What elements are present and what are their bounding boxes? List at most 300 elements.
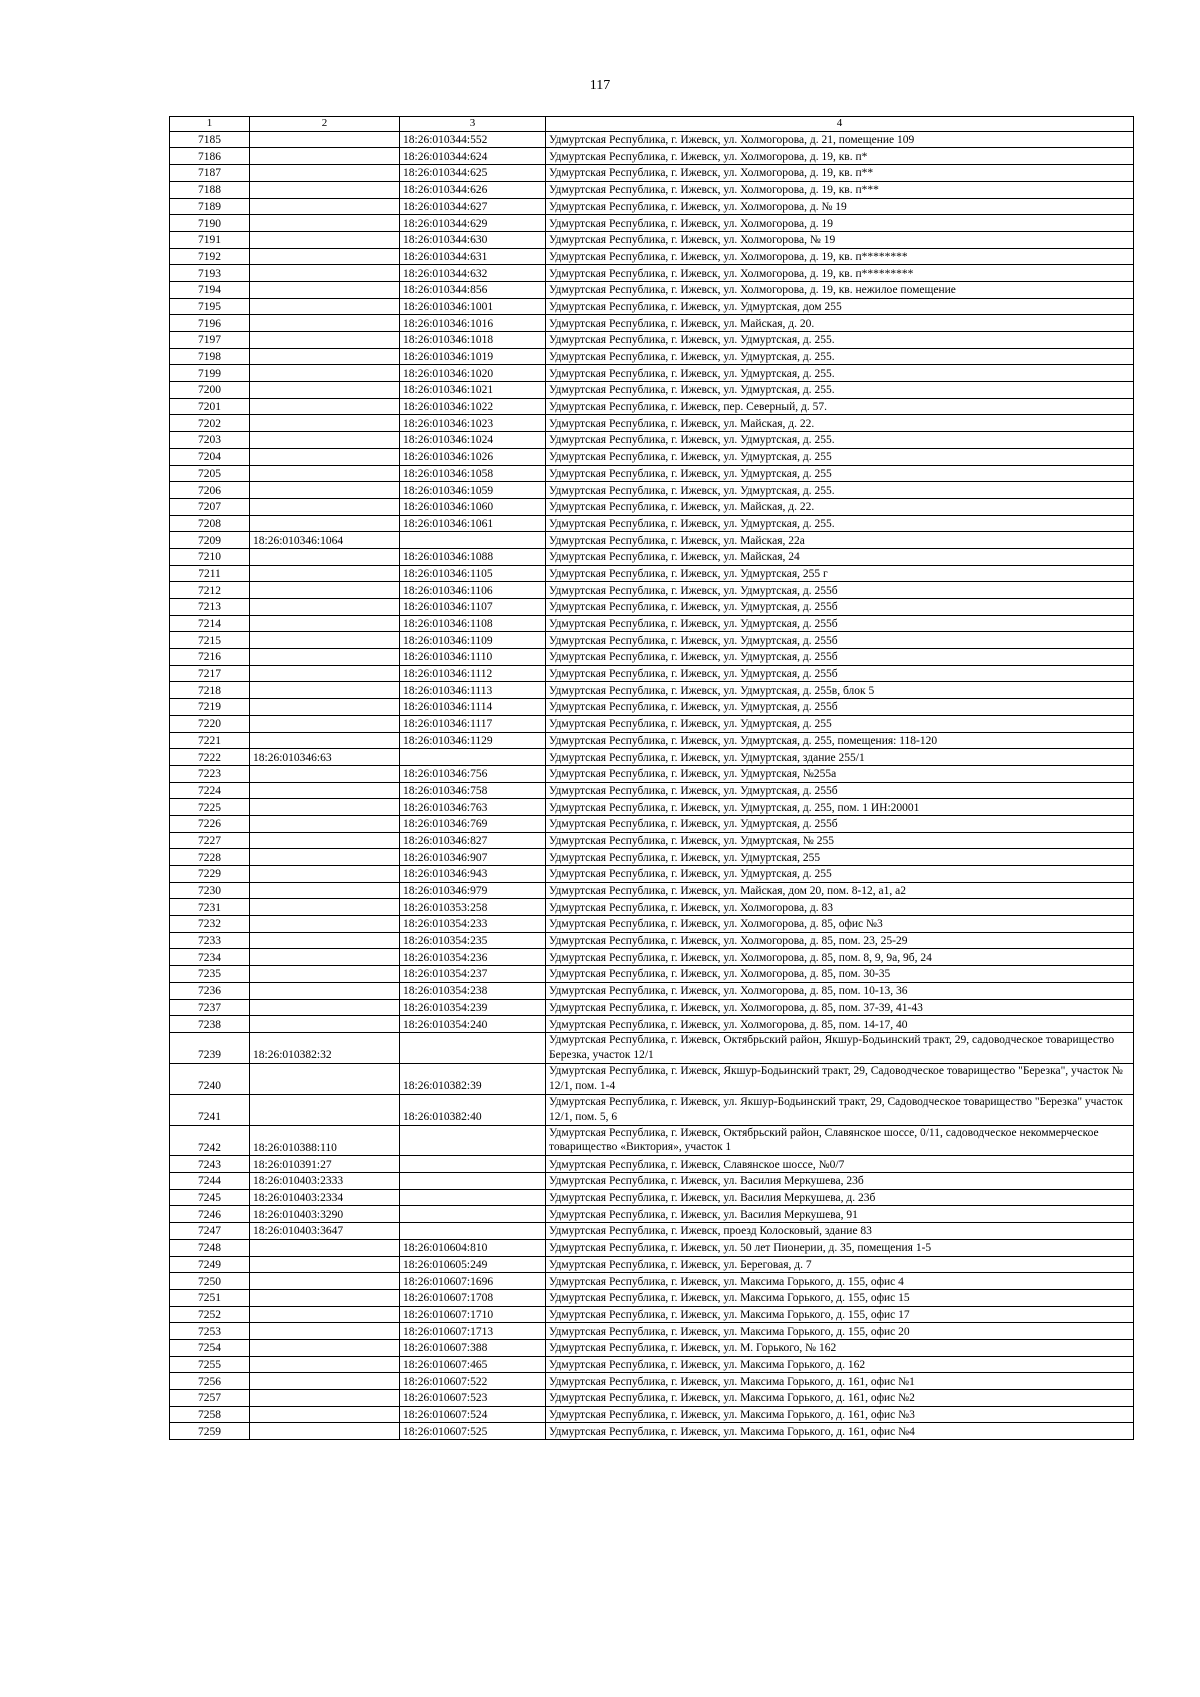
row-number-cell: 7228 [170, 849, 250, 866]
building-cadastral-number-cell: 18:26:010344:629 [400, 215, 546, 232]
land-cadastral-number-cell [250, 1373, 400, 1390]
table-row [170, 1206, 1134, 1223]
table-row [170, 966, 1134, 983]
building-cadastral-number-cell: 18:26:010607:523 [400, 1390, 546, 1407]
building-cadastral-number-cell: 18:26:010344:552 [400, 131, 546, 148]
table-row [170, 1239, 1134, 1256]
row-number-cell: 7247 [170, 1223, 250, 1240]
building-cadastral-number-cell [400, 532, 546, 549]
building-cadastral-number-cell: 18:26:010346:1016 [400, 315, 546, 332]
row-number-cell: 7230 [170, 882, 250, 899]
row-number-cell: 7214 [170, 615, 250, 632]
address-cell: Удмуртская Республика, г. Ижевск, ул. Майская, д. 20. [546, 315, 1134, 332]
building-cadastral-number-cell: 18:26:010382:40 [400, 1094, 546, 1125]
building-cadastral-number-cell [400, 1189, 546, 1206]
table-row [170, 298, 1134, 315]
building-cadastral-number-cell: 18:26:010344:626 [400, 181, 546, 198]
land-cadastral-number-cell [250, 348, 400, 365]
page-number: 117 [589, 78, 611, 93]
row-number-cell: 7235 [170, 966, 250, 983]
table-row [170, 599, 1134, 616]
building-cadastral-number-cell: 18:26:010346:1060 [400, 498, 546, 515]
table-row [170, 765, 1134, 782]
address-cell: Удмуртская Республика, г. Ижевск, ул. Береговая, д. 7 [546, 1256, 1134, 1273]
table-row [170, 515, 1134, 532]
building-cadastral-number-cell: 18:26:010354:235 [400, 932, 546, 949]
land-cadastral-number-cell [250, 148, 400, 165]
address-cell: Удмуртская Республика, г. Ижевск, ул. Холмогорова, д. 85, пом. 10-13, 36 [546, 982, 1134, 999]
table-row [170, 1094, 1134, 1125]
row-number-cell: 7242 [170, 1125, 250, 1156]
row-number-cell: 7204 [170, 448, 250, 465]
row-number-cell: 7191 [170, 231, 250, 248]
table-row [170, 382, 1134, 399]
row-number-cell: 7200 [170, 382, 250, 399]
address-cell: Удмуртская Республика, г. Ижевск, ул. Удмуртская, д. 255. [546, 332, 1134, 349]
land-cadastral-number-cell [250, 682, 400, 699]
table-row [170, 732, 1134, 749]
table-row [170, 1306, 1134, 1323]
building-cadastral-number-cell [400, 749, 546, 766]
address-cell: Удмуртская Республика, г. Ижевск, ул. Холмогорова, д. № 19 [546, 198, 1134, 215]
table-row [170, 1156, 1134, 1173]
address-cell: Удмуртская Республика, г. Ижевск, ул. Холмогорова, д. 19, кв. нежилое помещение [546, 281, 1134, 298]
address-cell: Удмуртская Республика, г. Ижевск, ул. Удмуртская, здание 255/1 [546, 749, 1134, 766]
land-cadastral-number-cell [250, 1063, 400, 1094]
table-row [170, 332, 1134, 349]
address-cell: Удмуртская Республика, г. Ижевск, ул. Максима Горького, д. 161, офис №1 [546, 1373, 1134, 1390]
address-cell: Удмуртская Республика, г. Ижевск, ул. 50 лет Пионерии, д. 35, помещения 1-5 [546, 1239, 1134, 1256]
row-number-cell: 7194 [170, 281, 250, 298]
address-cell: Удмуртская Республика, г. Ижевск, ул. Максима Горького, д. 155, офис 20 [546, 1323, 1134, 1340]
address-cell: Удмуртская Республика, г. Ижевск, ул. Майская, 24 [546, 548, 1134, 565]
building-cadastral-number-cell: 18:26:010346:1129 [400, 732, 546, 749]
land-cadastral-number-cell: 18:26:010382:32 [250, 1032, 400, 1063]
building-cadastral-number-cell: 18:26:010346:1117 [400, 715, 546, 732]
building-cadastral-number-cell: 18:26:010604:810 [400, 1239, 546, 1256]
row-number-cell: 7219 [170, 699, 250, 716]
land-cadastral-number-cell [250, 715, 400, 732]
land-cadastral-number-cell [250, 131, 400, 148]
land-cadastral-number-cell [250, 1423, 400, 1440]
building-cadastral-number-cell: 18:26:010344:856 [400, 281, 546, 298]
address-cell: Удмуртская Республика, г. Ижевск, ул. Удмуртская, д. 255б [546, 632, 1134, 649]
table-row [170, 1063, 1134, 1094]
table-row [170, 866, 1134, 883]
row-number-cell: 7232 [170, 916, 250, 933]
property-table [169, 116, 1134, 1440]
building-cadastral-number-cell: 18:26:010354:233 [400, 916, 546, 933]
row-number-cell: 7189 [170, 198, 250, 215]
address-cell: Удмуртская Республика, г. Ижевск, ул. Максима Горького, д. 161, офис №4 [546, 1423, 1134, 1440]
row-number-cell: 7254 [170, 1339, 250, 1356]
address-cell: Удмуртская Республика, г. Ижевск, ул. Удмуртская, д. 255. [546, 432, 1134, 449]
table-header [170, 117, 1134, 132]
address-cell: Удмуртская Республика, г. Ижевск, ул. Майская, д. 22. [546, 415, 1134, 432]
land-cadastral-number-cell: 18:26:010403:2334 [250, 1189, 400, 1206]
building-cadastral-number-cell: 18:26:010605:249 [400, 1256, 546, 1273]
table-row [170, 949, 1134, 966]
address-cell: Удмуртская Республика, г. Ижевск, ул. Удмуртская, д. 255в, блок 5 [546, 682, 1134, 699]
land-cadastral-number-cell [250, 899, 400, 916]
address-cell: Удмуртская Республика, г. Ижевск, ул. Холмогорова, д. 85, пом. 37-39, 41-43 [546, 999, 1134, 1016]
row-number-cell: 7211 [170, 565, 250, 582]
building-cadastral-number-cell: 18:26:010346:1059 [400, 482, 546, 499]
building-cadastral-number-cell: 18:26:010346:769 [400, 815, 546, 832]
land-cadastral-number-cell [250, 966, 400, 983]
land-cadastral-number-cell [250, 1273, 400, 1290]
row-number-cell: 7198 [170, 348, 250, 365]
row-number-cell: 7212 [170, 582, 250, 599]
table-row [170, 1125, 1134, 1156]
land-cadastral-number-cell: 18:26:010388:110 [250, 1125, 400, 1156]
table-row [170, 181, 1134, 198]
building-cadastral-number-cell: 18:26:010354:236 [400, 949, 546, 966]
address-cell: Удмуртская Республика, г. Ижевск, ул. Холмогорова, д. 19, кв. п********* [546, 265, 1134, 282]
row-number-cell: 7217 [170, 665, 250, 682]
address-cell: Удмуртская Республика, г. Ижевск, ул. Холмогорова, д. 19, кв. п** [546, 165, 1134, 182]
land-cadastral-number-cell [250, 1016, 400, 1033]
land-cadastral-number-cell [250, 415, 400, 432]
address-cell: Удмуртская Республика, г. Ижевск, ул. Удмуртская, д. 255б [546, 582, 1134, 599]
building-cadastral-number-cell: 18:26:010607:525 [400, 1423, 546, 1440]
address-cell: Удмуртская Республика, г. Ижевск, ул. Удмуртская, д. 255б [546, 649, 1134, 666]
land-cadastral-number-cell [250, 765, 400, 782]
row-number-cell: 7243 [170, 1156, 250, 1173]
address-cell: Удмуртская Республика, г. Ижевск, ул. Максима Горького, д. 162 [546, 1356, 1134, 1373]
address-cell: Удмуртская Республика, г. Ижевск, ул. Удмуртская, 255 г [546, 565, 1134, 582]
land-cadastral-number-cell [250, 231, 400, 248]
land-cadastral-number-cell [250, 782, 400, 799]
address-cell: Удмуртская Республика, г. Ижевск, ул. Холмогорова, д. 19, кв. п* [546, 148, 1134, 165]
row-number-cell: 7259 [170, 1423, 250, 1440]
table-row [170, 281, 1134, 298]
row-number-cell: 7229 [170, 866, 250, 883]
table-row [170, 148, 1134, 165]
row-number-cell: 7253 [170, 1323, 250, 1340]
row-number-cell: 7252 [170, 1306, 250, 1323]
table-row [170, 749, 1134, 766]
header-row [170, 117, 1134, 132]
table-row [170, 582, 1134, 599]
row-number-cell: 7186 [170, 148, 250, 165]
address-cell: Удмуртская Республика, г. Ижевск, ул. Холмогорова, д. 85, пом. 8, 9, 9а, 9б, 24 [546, 949, 1134, 966]
building-cadastral-number-cell: 18:26:010354:239 [400, 999, 546, 1016]
table-row [170, 131, 1134, 148]
table-row [170, 665, 1134, 682]
land-cadastral-number-cell [250, 565, 400, 582]
building-cadastral-number-cell: 18:26:010346:1106 [400, 582, 546, 599]
table-row [170, 215, 1134, 232]
table-row [170, 265, 1134, 282]
land-cadastral-number-cell [250, 1306, 400, 1323]
land-cadastral-number-cell [250, 215, 400, 232]
address-cell: Удмуртская Республика, г. Ижевск, ул. Удмуртская, №255а [546, 765, 1134, 782]
table-row [170, 1423, 1134, 1440]
row-number-cell: 7223 [170, 765, 250, 782]
building-cadastral-number-cell: 18:26:010346:1113 [400, 682, 546, 699]
header-col-1: 1 [170, 117, 250, 132]
address-cell: Удмуртская Республика, г. Ижевск, ул. Удмуртская, д. 255б [546, 665, 1134, 682]
address-cell: Удмуртская Республика, г. Ижевск, ул. Удмуртская, 255 [546, 849, 1134, 866]
row-number-cell: 7225 [170, 799, 250, 816]
land-cadastral-number-cell [250, 298, 400, 315]
building-cadastral-number-cell: 18:26:010346:1114 [400, 699, 546, 716]
address-cell: Удмуртская Республика, г. Ижевск, ул. Удмуртская, д. 255. [546, 482, 1134, 499]
table-row [170, 565, 1134, 582]
table-row [170, 1016, 1134, 1033]
building-cadastral-number-cell: 18:26:010607:522 [400, 1373, 546, 1390]
building-cadastral-number-cell [400, 1125, 546, 1156]
land-cadastral-number-cell [250, 281, 400, 298]
row-number-cell: 7239 [170, 1032, 250, 1063]
address-cell: Удмуртская Республика, г. Ижевск, Славянское шоссе, №0/7 [546, 1156, 1134, 1173]
land-cadastral-number-cell [250, 1356, 400, 1373]
land-cadastral-number-cell: 18:26:010403:2333 [250, 1173, 400, 1190]
address-cell: Удмуртская Республика, г. Ижевск, ул. Удмуртская, д. 255 [546, 866, 1134, 883]
address-cell: Удмуртская Республика, г. Ижевск, ул. Холмогорова, д. 85, пом. 23, 25-29 [546, 932, 1134, 949]
building-cadastral-number-cell: 18:26:010346:1023 [400, 415, 546, 432]
table-row [170, 365, 1134, 382]
table-row [170, 1373, 1134, 1390]
building-cadastral-number-cell: 18:26:010346:1021 [400, 382, 546, 399]
land-cadastral-number-cell [250, 582, 400, 599]
row-number-cell: 7224 [170, 782, 250, 799]
row-number-cell: 7201 [170, 398, 250, 415]
address-cell: Удмуртская Республика, г. Ижевск, ул. Удмуртская, дом 255 [546, 298, 1134, 315]
building-cadastral-number-cell [400, 1206, 546, 1223]
address-cell: Удмуртская Республика, г. Ижевск, ул. Холмогорова, д. 85, офис №3 [546, 916, 1134, 933]
table-row [170, 649, 1134, 666]
row-number-cell: 7216 [170, 649, 250, 666]
row-number-cell: 7221 [170, 732, 250, 749]
address-cell: Удмуртская Республика, г. Ижевск, ул. Василия Меркушева, д. 23б [546, 1189, 1134, 1206]
address-cell: Удмуртская Республика, г. Ижевск, пер. Северный, д. 57. [546, 398, 1134, 415]
building-cadastral-number-cell: 18:26:010346:1024 [400, 432, 546, 449]
building-cadastral-number-cell: 18:26:010354:240 [400, 1016, 546, 1033]
land-cadastral-number-cell [250, 265, 400, 282]
building-cadastral-number-cell: 18:26:010344:630 [400, 231, 546, 248]
land-cadastral-number-cell [250, 1339, 400, 1356]
row-number-cell: 7258 [170, 1406, 250, 1423]
row-number-cell: 7206 [170, 482, 250, 499]
land-cadastral-number-cell [250, 515, 400, 532]
land-cadastral-number-cell [250, 332, 400, 349]
land-cadastral-number-cell [250, 649, 400, 666]
address-cell: Удмуртская Республика, г. Ижевск, Октябрьский район, Славянское шоссе, 0/11, садоводческое некоммерческое товарищество «Виктория», участок 1 [546, 1125, 1134, 1156]
row-number-cell: 7185 [170, 131, 250, 148]
row-number-cell: 7251 [170, 1289, 250, 1306]
table-row [170, 465, 1134, 482]
table-row [170, 1356, 1134, 1373]
table-row [170, 899, 1134, 916]
row-number-cell: 7207 [170, 498, 250, 515]
land-cadastral-number-cell [250, 498, 400, 515]
land-cadastral-number-cell: 18:26:010391:27 [250, 1156, 400, 1173]
land-cadastral-number-cell: 18:26:010403:3290 [250, 1206, 400, 1223]
land-cadastral-number-cell [250, 248, 400, 265]
building-cadastral-number-cell: 18:26:010346:979 [400, 882, 546, 899]
row-number-cell: 7245 [170, 1189, 250, 1206]
table-row [170, 231, 1134, 248]
building-cadastral-number-cell: 18:26:010344:631 [400, 248, 546, 265]
building-cadastral-number-cell [400, 1032, 546, 1063]
building-cadastral-number-cell: 18:26:010346:943 [400, 866, 546, 883]
table-row [170, 398, 1134, 415]
land-cadastral-number-cell [250, 465, 400, 482]
land-cadastral-number-cell [250, 615, 400, 632]
building-cadastral-number-cell [400, 1173, 546, 1190]
table-row [170, 432, 1134, 449]
address-cell: Удмуртская Республика, г. Ижевск, ул. Удмуртская, д. 255б [546, 599, 1134, 616]
building-cadastral-number-cell: 18:26:010346:763 [400, 799, 546, 816]
table-row [170, 699, 1134, 716]
address-cell: Удмуртская Республика, г. Ижевск, ул. Максима Горького, д. 155, офис 15 [546, 1289, 1134, 1306]
land-cadastral-number-cell [250, 799, 400, 816]
address-cell: Удмуртская Республика, г. Ижевск, ул. Холмогорова, д. 21, помещение 109 [546, 131, 1134, 148]
building-cadastral-number-cell: 18:26:010344:627 [400, 198, 546, 215]
land-cadastral-number-cell [250, 1256, 400, 1273]
building-cadastral-number-cell: 18:26:010346:1001 [400, 298, 546, 315]
building-cadastral-number-cell: 18:26:010354:237 [400, 966, 546, 983]
address-cell: Удмуртская Республика, г. Ижевск, ул. Холмогорова, № 19 [546, 231, 1134, 248]
building-cadastral-number-cell: 18:26:010346:1110 [400, 649, 546, 666]
building-cadastral-number-cell: 18:26:010346:1108 [400, 615, 546, 632]
building-cadastral-number-cell: 18:26:010607:1708 [400, 1289, 546, 1306]
table-row [170, 1339, 1134, 1356]
table-row [170, 916, 1134, 933]
table-row [170, 782, 1134, 799]
row-number-cell: 7231 [170, 899, 250, 916]
land-cadastral-number-cell [250, 448, 400, 465]
table-row [170, 1173, 1134, 1190]
row-number-cell: 7244 [170, 1173, 250, 1190]
address-cell: Удмуртская Республика, г. Ижевск, ул. Холмогорова, д. 85, пом. 14-17, 40 [546, 1016, 1134, 1033]
land-cadastral-number-cell [250, 315, 400, 332]
row-number-cell: 7218 [170, 682, 250, 699]
row-number-cell: 7255 [170, 1356, 250, 1373]
land-cadastral-number-cell [250, 165, 400, 182]
address-cell: Удмуртская Республика, г. Ижевск, ул. Майская, 22а [546, 532, 1134, 549]
table-row [170, 315, 1134, 332]
row-number-cell: 7238 [170, 1016, 250, 1033]
land-cadastral-number-cell [250, 365, 400, 382]
building-cadastral-number-cell: 18:26:010354:238 [400, 982, 546, 999]
row-number-cell: 7248 [170, 1239, 250, 1256]
address-cell: Удмуртская Республика, г. Ижевск, проезд Колосковый, здание 83 [546, 1223, 1134, 1240]
row-number-cell: 7197 [170, 332, 250, 349]
address-cell: Удмуртская Республика, г. Ижевск, ул. Холмогорова, д. 19 [546, 215, 1134, 232]
table-row [170, 198, 1134, 215]
row-number-cell: 7205 [170, 465, 250, 482]
table-row [170, 682, 1134, 699]
land-cadastral-number-cell [250, 1289, 400, 1306]
land-cadastral-number-cell [250, 815, 400, 832]
building-cadastral-number-cell: 18:26:010346:1026 [400, 448, 546, 465]
building-cadastral-number-cell: 18:26:010346:1018 [400, 332, 546, 349]
building-cadastral-number-cell: 18:26:010346:1019 [400, 348, 546, 365]
land-cadastral-number-cell [250, 432, 400, 449]
row-number-cell: 7190 [170, 215, 250, 232]
row-number-cell: 7215 [170, 632, 250, 649]
address-cell: Удмуртская Республика, г. Ижевск, ул. Удмуртская, д. 255б [546, 615, 1134, 632]
land-cadastral-number-cell [250, 849, 400, 866]
address-cell: Удмуртская Республика, г. Ижевск, ул. Максима Горького, д. 155, офис 4 [546, 1273, 1134, 1290]
header-col-2: 2 [250, 117, 400, 132]
row-number-cell: 7236 [170, 982, 250, 999]
building-cadastral-number-cell: 18:26:010346:1107 [400, 599, 546, 616]
building-cadastral-number-cell [400, 1156, 546, 1173]
row-number-cell: 7256 [170, 1373, 250, 1390]
address-cell: Удмуртская Республика, г. Ижевск, ул. Удмуртская, д. 255. [546, 348, 1134, 365]
building-cadastral-number-cell: 18:26:010344:624 [400, 148, 546, 165]
address-cell: Удмуртская Республика, г. Ижевск, ул. Василия Меркушева, 23б [546, 1173, 1134, 1190]
address-cell: Удмуртская Республика, г. Ижевск, ул. М. Горького, № 162 [546, 1339, 1134, 1356]
table-row [170, 849, 1134, 866]
land-cadastral-number-cell [250, 1406, 400, 1423]
row-number-cell: 7250 [170, 1273, 250, 1290]
address-cell: Удмуртская Республика, г. Ижевск, ул. Холмогорова, д. 19, кв. п*** [546, 181, 1134, 198]
table-row [170, 982, 1134, 999]
table-row [170, 615, 1134, 632]
land-cadastral-number-cell [250, 1323, 400, 1340]
address-cell: Удмуртская Республика, г. Ижевск, ул. Холмогорова, д. 19, кв. п******** [546, 248, 1134, 265]
row-number-cell: 7226 [170, 815, 250, 832]
land-cadastral-number-cell [250, 866, 400, 883]
building-cadastral-number-cell: 18:26:010346:756 [400, 765, 546, 782]
address-cell: Удмуртская Республика, г. Ижевск, ул. Удмуртская, д. 255б [546, 699, 1134, 716]
address-cell: Удмуртская Республика, г. Ижевск, ул. Удмуртская, д. 255б [546, 782, 1134, 799]
row-number-cell: 7188 [170, 181, 250, 198]
land-cadastral-number-cell [250, 382, 400, 399]
table-row [170, 1032, 1134, 1063]
address-cell: Удмуртская Республика, г. Ижевск, ул. Удмуртская, д. 255б [546, 815, 1134, 832]
building-cadastral-number-cell: 18:26:010346:1105 [400, 565, 546, 582]
table-row [170, 415, 1134, 432]
building-cadastral-number-cell: 18:26:010344:625 [400, 165, 546, 182]
row-number-cell: 7222 [170, 749, 250, 766]
building-cadastral-number-cell: 18:26:010607:524 [400, 1406, 546, 1423]
address-cell: Удмуртская Республика, г. Ижевск, ул. Майская, дом 20, пом. 8-12, а1, а2 [546, 882, 1134, 899]
row-number-cell: 7241 [170, 1094, 250, 1125]
table-row [170, 532, 1134, 549]
row-number-cell: 7210 [170, 548, 250, 565]
row-number-cell: 7246 [170, 1206, 250, 1223]
table-row [170, 832, 1134, 849]
header-col-3: 3 [400, 117, 546, 132]
row-number-cell: 7227 [170, 832, 250, 849]
row-number-cell: 7187 [170, 165, 250, 182]
table-row [170, 1406, 1134, 1423]
table-row [170, 498, 1134, 515]
land-cadastral-number-cell [250, 198, 400, 215]
address-cell: Удмуртская Республика, г. Ижевск, ул. Удмуртская, д. 255 [546, 448, 1134, 465]
building-cadastral-number-cell: 18:26:010607:1710 [400, 1306, 546, 1323]
row-number-cell: 7213 [170, 599, 250, 616]
building-cadastral-number-cell: 18:26:010346:1020 [400, 365, 546, 382]
row-number-cell: 7249 [170, 1256, 250, 1273]
land-cadastral-number-cell [250, 665, 400, 682]
address-cell: Удмуртская Республика, г. Ижевск, ул. Холмогорова, д. 83 [546, 899, 1134, 916]
table-row [170, 1390, 1134, 1407]
address-cell: Удмуртская Республика, г. Ижевск, ул. Удмуртская, № 255 [546, 832, 1134, 849]
address-cell: Удмуртская Республика, г. Ижевск, ул. Удмуртская, д. 255 [546, 715, 1134, 732]
land-cadastral-number-cell [250, 732, 400, 749]
address-cell: Удмуртская Республика, г. Ижевск, ул. Удмуртская, д. 255, помещения: 118-120 [546, 732, 1134, 749]
table-row [170, 999, 1134, 1016]
building-cadastral-number-cell: 18:26:010382:39 [400, 1063, 546, 1094]
building-cadastral-number-cell: 18:26:010346:1088 [400, 548, 546, 565]
